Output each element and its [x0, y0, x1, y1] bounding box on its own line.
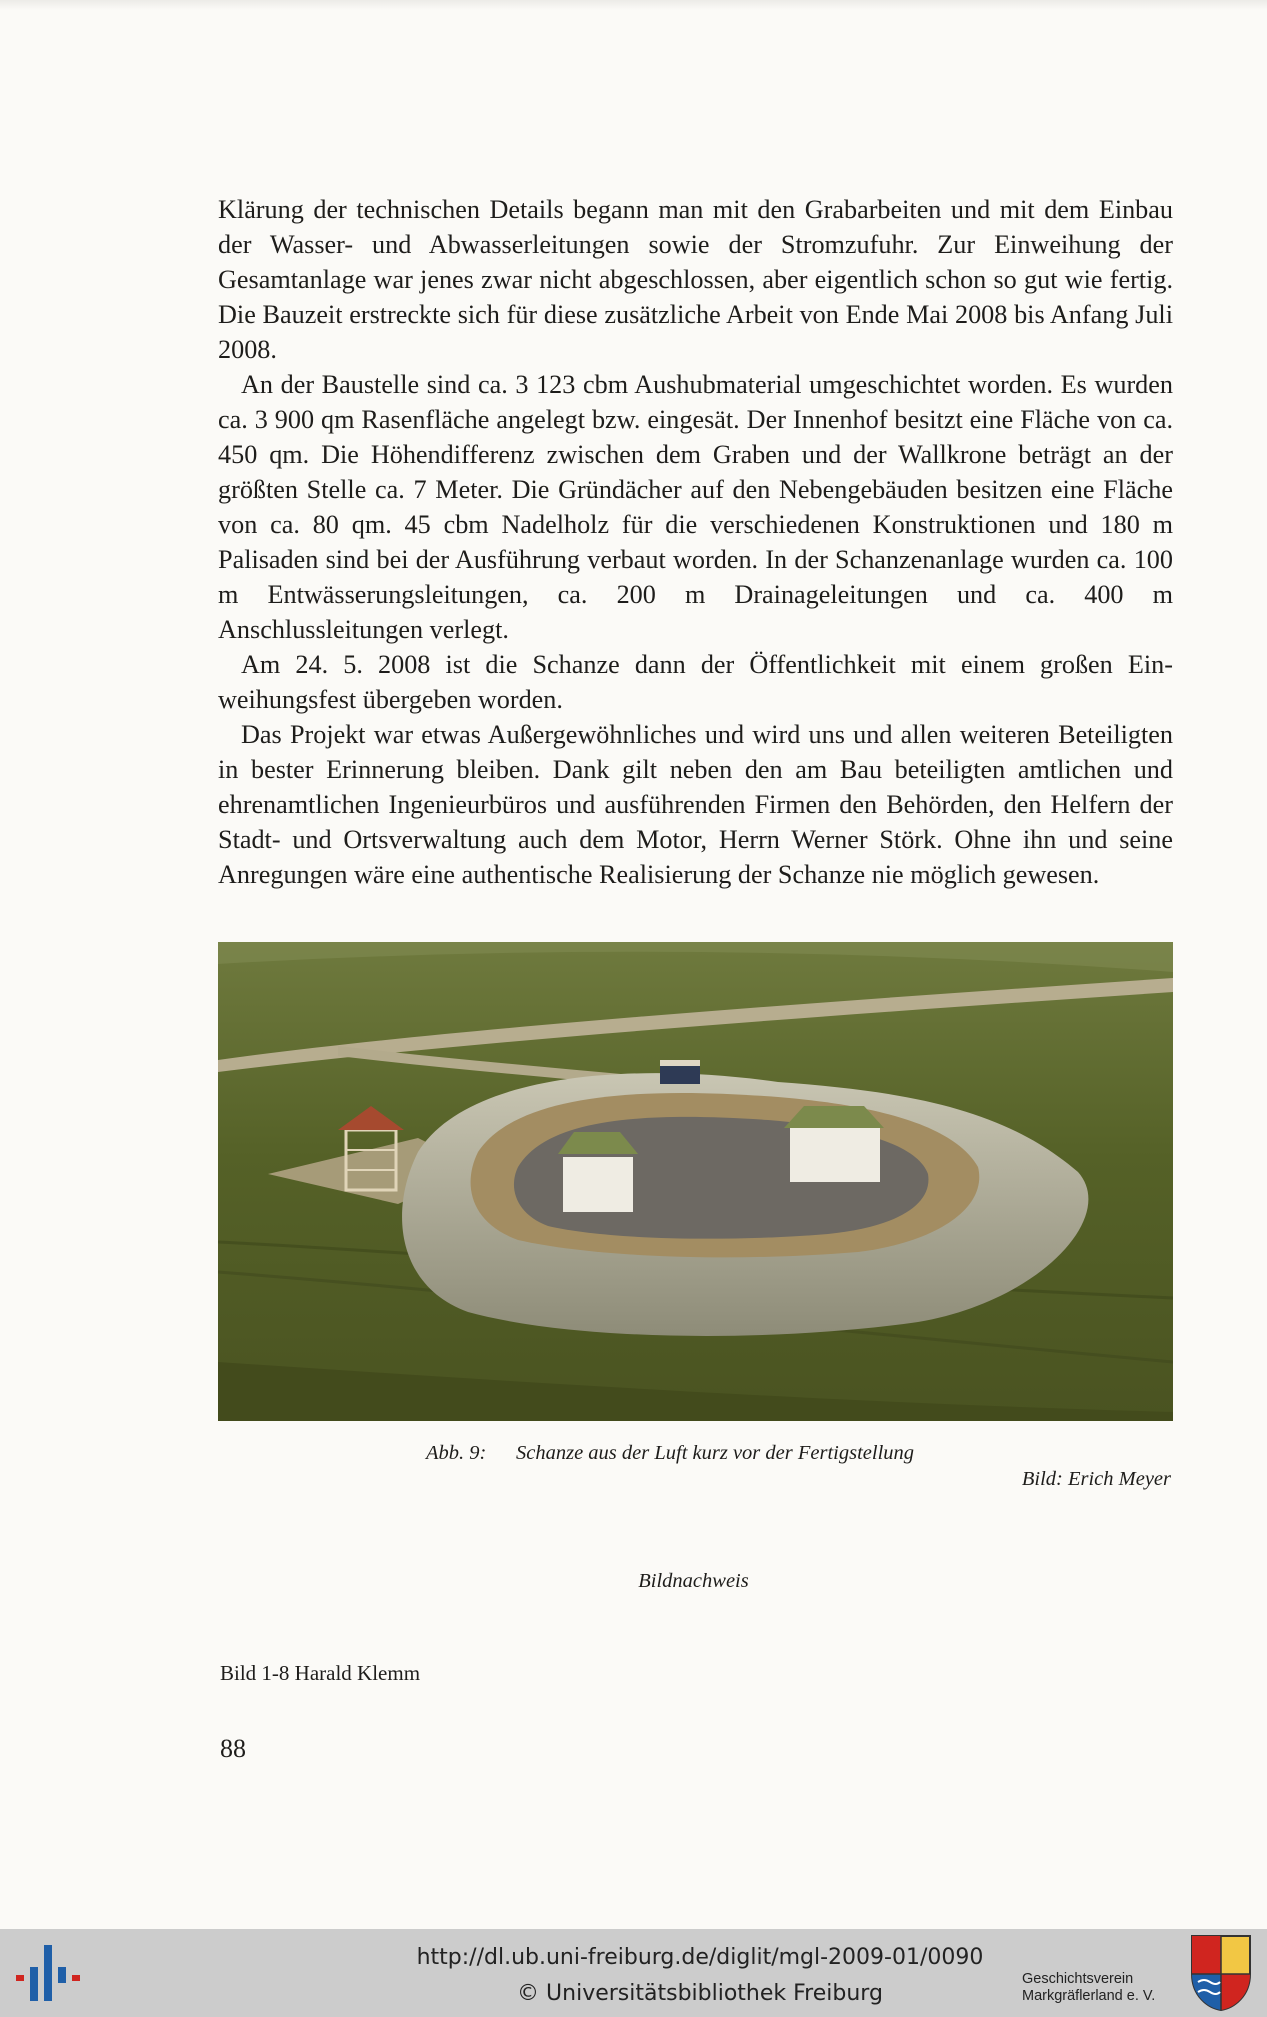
paragraph-3: Am 24. 5. 2008 ist die Schanze dann der Öffentlichkeit mit einem großen Einweihungsfest übergeben worden.: [218, 650, 1173, 714]
footer-copyright: © Universitätsbibliothek Freiburg: [517, 1981, 883, 2006]
figure-label: Abb. 9:: [426, 1442, 487, 1464]
page-top-shadow: [0, 0, 1267, 10]
body-text: [218, 192, 1173, 892]
paragraph-2: An der Baustelle sind ca. 3 123 cbm Aushubmaterial umgeschichtet worden. Es wurden ca. 3 900 qm Rasenfläche angelegt bzw. eingesät. Der Innenhof besitzt eine Fläche von ca. 450 qm. Die Höhendifferenz zwischen dem Graben und der Wallkrone beträgt an der größten Stelle ca. 7 Meter. Die Gründächer auf den Nebengebäuden besitzen eine Fläche von ca. 80 qm. 45 cbm Nadelholz für die verschiedenen Konstruktionen und 180 m Palisaden sind bei der Ausführung verbaut worden. In der Schanzenanlage wurden ca. 100 m Entwässerungsleitungen, ca. 200 m Drainageleitungen und ca. 400 m Anschlussleitungen verlegt.: [218, 370, 1173, 644]
page-number: 88: [220, 1734, 246, 1763]
org-name-line1: Geschichtsverein: [1022, 1971, 1134, 1987]
footer-url-link[interactable]: http://dl.ub.uni-freiburg.de/diglit/mgl-2009-01/0090: [416, 1945, 984, 1970]
footer-bar: [0, 1929, 1267, 2017]
aerial-photo-schanze: [218, 942, 1173, 1421]
coat-of-arms-icon: [1190, 1934, 1252, 2012]
figure-caption-text: Schanze aus der Luft kurz vor der Fertigstellung: [516, 1442, 915, 1464]
bildnachweis-entry: Bild 1-8 Harald Klemm: [220, 1661, 421, 1685]
org-name-line2: Markgräflerland e. V.: [1022, 1988, 1156, 2004]
paragraph-4: Das Projekt war etwas Außergewöhnliches und wird uns und allen weiteren Beteiligten in bester Erinnerung bleiben. Dank gilt neben den am Bau beteiligten amtlichen und ehrenamtlichen Ingenieurbüros und ausführenden Firmen den Behörden, den Helfern der Stadt- und Ortsverwaltung auch dem Motor, Herrn Werner Störk. Ohne ihn und seine Anregungen wäre eine authentische Realisierung der Schanze nie möglich gewesen.: [218, 720, 1173, 889]
figure-credit: Bild: Erich Meyer: [1021, 1468, 1171, 1490]
paragraph-1: Klärung der technischen Details begann man mit den Grabarbeiten und mit dem Einbau der Wasser- und Abwasserleitungen sowie der Stromzufuhr. Zur Einweihung der Gesamtanlage war jenes zwar nicht abgeschlossen, aber eigentlich schon so gut wie fertig. Die Bauzeit erstreckte sich für diese zusätzliche Arbeit von Ende Mai 2008 bis Anfang Juli 2008.: [218, 195, 1173, 364]
aerial-photo-illustration: [218, 942, 1173, 1421]
figure-caption: [426, 1442, 914, 1465]
bildnachweis-heading: Bildnachweis: [638, 1570, 749, 1592]
footer-organization: [1022, 1971, 1155, 2005]
